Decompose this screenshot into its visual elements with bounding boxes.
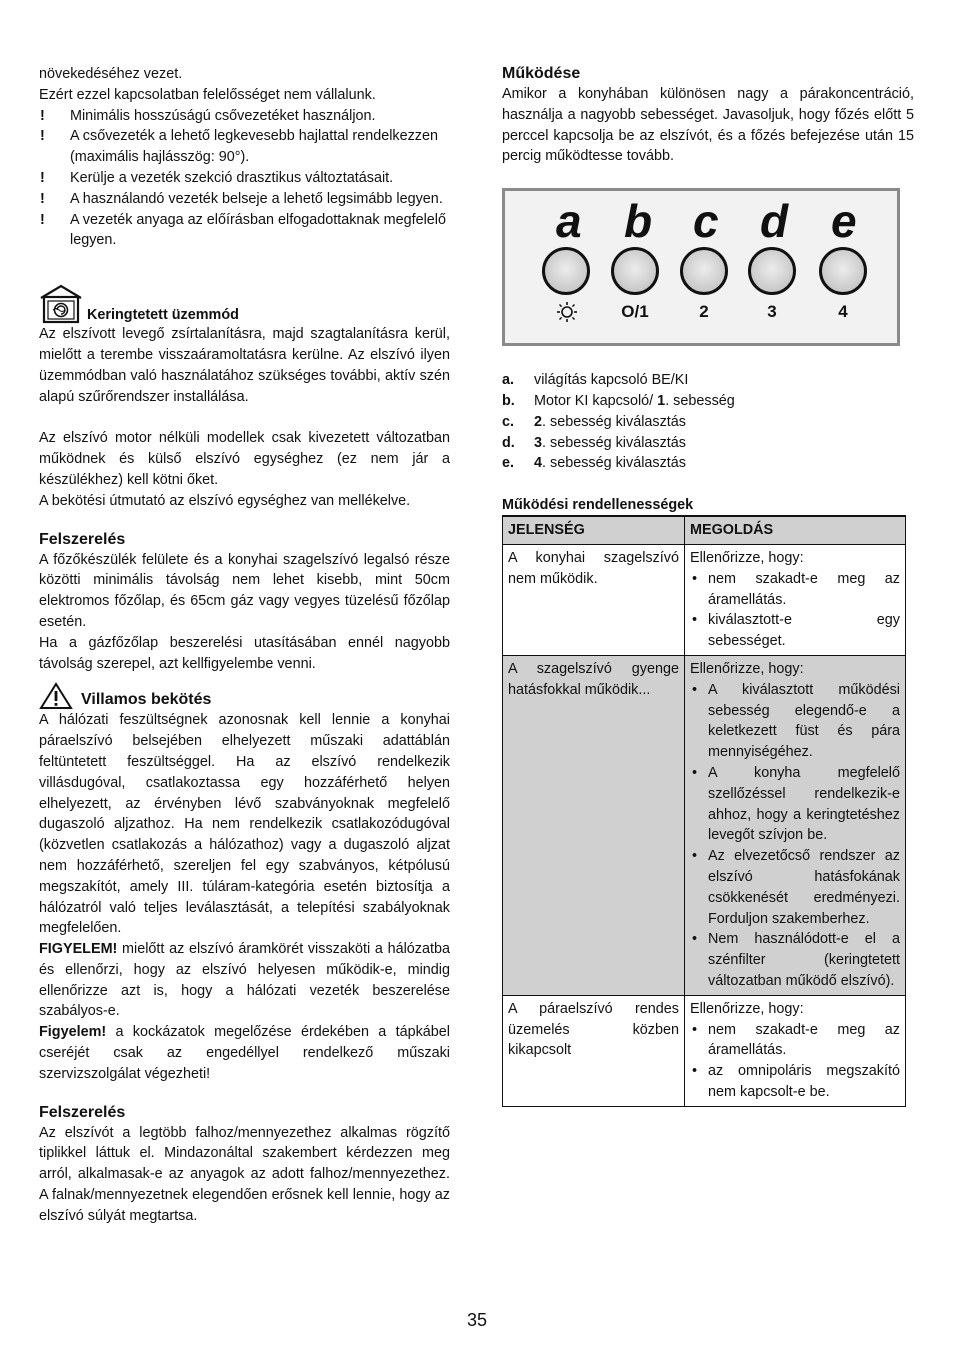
control-panel bbox=[502, 188, 900, 346]
knob-label: 2 bbox=[699, 302, 709, 322]
knob-label: 3 bbox=[767, 302, 777, 322]
legend-text-bold: 1 bbox=[657, 392, 666, 409]
symptom-cell: A szagelszívó gyenge hatásfokkal működik... bbox=[503, 655, 685, 995]
legend-text-pre: Motor KI kapcsoló/ bbox=[534, 392, 658, 409]
recirc-para: Az elszívott levegő zsírtalanításra, majd szagtalanításra kerül, mielőtt a terembe visszaáramoltatásra kerülne. Az elszívó ilyen üzemmódban való használatához szükséges további, aktív szén alapú szűrőrendszer installálása. bbox=[39, 326, 450, 405]
solution-item bbox=[690, 1061, 900, 1103]
operation-para: Amikor a konyhában különösen nagy a párakoncentráció, használja a nagyobb sebességet. Javasoljuk, hogy főzés előtt 5 perccel kapcsolja be az elszívót, és a főzés befejezése után 15 percig működtesse tovább. bbox=[502, 86, 914, 165]
electric-title: Villamos bekötés bbox=[81, 691, 212, 709]
legend-item bbox=[502, 412, 914, 433]
bullet: • bbox=[692, 931, 698, 948]
bang-item-text: A csővezeték a lehető legkevesebb hajlattal rendelkezzen (maximális hajlásszög: 90°). bbox=[70, 128, 439, 166]
panel-letter: b bbox=[624, 195, 653, 248]
legend-text-bold: 3 bbox=[534, 434, 543, 451]
legend-key: a. bbox=[502, 372, 515, 389]
solution-item-text: A konyha megfelelő szellőzéssel rendelkezik-e ahhoz, hogy a keringtetéshez levegőt szívjon be. bbox=[708, 764, 900, 844]
table-row bbox=[503, 995, 906, 1106]
solution-cell bbox=[685, 544, 906, 655]
solution-cell bbox=[685, 655, 906, 995]
house-filter-icon bbox=[39, 284, 83, 324]
warning-label: Figyelem! bbox=[39, 1024, 107, 1041]
electric-warning bbox=[39, 1022, 450, 1084]
right-column bbox=[502, 64, 914, 1107]
column-header: JELENSÉG bbox=[503, 516, 685, 544]
bullet: • bbox=[692, 1063, 698, 1080]
bullet: • bbox=[692, 848, 698, 865]
legend-text bbox=[534, 370, 688, 391]
warning-label: FIGYELEM! bbox=[39, 941, 118, 958]
legend-key: b. bbox=[502, 392, 515, 409]
recirc-heading bbox=[39, 284, 450, 324]
bang-item-text: Minimális hosszúságú csővezetéket használjon. bbox=[70, 107, 376, 124]
exclamation-mark: ! bbox=[40, 190, 45, 207]
solution-item bbox=[690, 569, 900, 611]
speed-4-knob[interactable] bbox=[819, 247, 867, 295]
bang-item bbox=[39, 126, 450, 168]
recirc-title: Keringtetett üzemmód bbox=[87, 307, 239, 324]
panel-letter: d bbox=[760, 195, 789, 248]
solution-item bbox=[690, 929, 900, 991]
left-column bbox=[39, 64, 450, 1227]
legend-item bbox=[502, 453, 914, 474]
solution-item bbox=[690, 610, 900, 652]
bang-item bbox=[39, 189, 450, 210]
intro-line: növekedéséhez vezet. bbox=[39, 66, 183, 82]
install-title: Felszerelés bbox=[39, 530, 126, 548]
panel-letter: c bbox=[693, 195, 719, 248]
knob-label: O/1 bbox=[621, 302, 649, 322]
exclamation-mark: ! bbox=[40, 128, 45, 145]
bullet: • bbox=[692, 612, 698, 629]
bullet: • bbox=[692, 681, 698, 698]
legend-text bbox=[534, 412, 686, 433]
panel-letter: e bbox=[831, 195, 857, 248]
bullet: • bbox=[692, 570, 698, 587]
legend-item bbox=[502, 370, 914, 391]
symptom-cell: A konyhai szagelszívó nem működik. bbox=[503, 544, 685, 655]
recirc-para: Az elszívó motor nélküli modellek csak kivezetett változatban működnek és külső elszívó egységhez (ez nem jár a készülékhez) kell kötni őket. bbox=[39, 430, 450, 488]
motor-knob[interactable] bbox=[611, 247, 659, 295]
bullet: • bbox=[692, 1021, 698, 1038]
solution-lead: Ellenőrizze, hogy: bbox=[690, 1000, 804, 1017]
light-bulb-icon bbox=[556, 301, 578, 323]
table-row bbox=[503, 544, 906, 655]
solution-item-text: az omnipoláris megszakító nem kapcsolt-e be. bbox=[708, 1063, 900, 1100]
solution-item-text: nem szakadt-e meg az áramellátás. bbox=[708, 1021, 900, 1059]
solution-item-text: nem szakadt-e meg az áramellátás. bbox=[708, 570, 900, 608]
solution-item bbox=[690, 763, 900, 846]
solution-lead: Ellenőrizze, hogy: bbox=[690, 660, 804, 677]
legend-item bbox=[502, 433, 914, 454]
install-para: Az elszívót a legtöbb falhoz/mennyezethez alkalmas rögzítő tiplikkel láttuk el. Mindazonáltal szakembert kérdezzen meg arról, alkalmasak-e az anyagok az adott falhoz/mennyezethez. A falnak/mennyezetnek elegendően erősnek kell lennie, hogy az elszívó súlyát megtartsa. bbox=[39, 1124, 450, 1224]
legend-item bbox=[502, 391, 914, 412]
install-para: Ha a gázfőzőlap beszerelési utasításában ennél nagyobb távolság szerepel, azt kellfigyelembe venni. bbox=[39, 634, 450, 672]
table-header-row bbox=[503, 516, 906, 544]
intro-line: Ezért ezzel kapcsolatban felelősséget nem vállalunk. bbox=[39, 86, 376, 103]
knob-label: 4 bbox=[838, 302, 848, 322]
solution-item-text: A kiválasztott működési sebesség elegendő-e a keletkezett füst és pára mennyiségéhez. bbox=[708, 681, 900, 761]
column-header: MEGOLDÁS bbox=[685, 516, 906, 544]
bang-item-text: Kerülje a vezeték szekció drasztikus változtatásait. bbox=[70, 169, 394, 186]
bullet: • bbox=[692, 764, 698, 781]
legend-text-pre: világítás kapcsoló BE/KI bbox=[534, 372, 689, 389]
speed-3-knob[interactable] bbox=[748, 247, 796, 295]
panel-legend bbox=[502, 370, 914, 474]
table-row bbox=[503, 655, 906, 995]
warning-text: a kockázatok megelőzése érdekében a tápkábel cseréjét csak az engedéllyel rendelkező műszaki szervizszolgálat végezheti! bbox=[39, 1024, 450, 1082]
exclamation-mark: ! bbox=[40, 107, 45, 124]
light-knob[interactable] bbox=[542, 247, 590, 295]
bang-item-text: A használandó vezeték belseje a lehető legsimább legyen. bbox=[70, 190, 443, 207]
legend-key: d. bbox=[502, 434, 515, 451]
exclamation-mark: ! bbox=[40, 211, 45, 228]
electric-para: A hálózati feszültségnek azonosnak kell lennie a konyhai páraelszívó belsejében elhelyezett műszaki adattáblán feltüntetett feszültséggel. Ha az elszívó rendelkezik villásdugóval, csatlakoztassa egy hozzáférhető helyen elhelyezett, az érvényben lévő szabványoknak megfelelő dugaszoló aljzathoz. Ha nem rendelkezik csatlakozódugóval (közvetlen csatlakozás a hálózathoz) vagy a dugaszoló aljzat nem hozzáférhető, szereljen fel egy szabványos, kétpólusú megszakítót, amely III. túláram-kategória esetén biztosítja a hálózatról való teljes leválasztását, a telepítési szabályoknak megfelelően. bbox=[39, 712, 450, 937]
troubleshoot-title: Működési rendellenességek bbox=[502, 497, 694, 514]
legend-text-post: . sebesség kiválasztás bbox=[542, 434, 686, 451]
symptom-cell: A páraelszívó rendes üzemelés közben kikapcsolt bbox=[503, 995, 685, 1106]
solution-item-text: Nem használódott-e el a szénfilter (keringtetett változatban működő elszívó). bbox=[708, 931, 900, 989]
install-para: A főzőkészülék felülete és a konyhai szagelszívó legalsó része közötti minimális távolság nem lehet kisebb, mint 50cm elektromos főzőlap, és 65cm gáz vagy vegyes tüzelésű főzőlap esetén. bbox=[39, 551, 450, 630]
legend-text-bold: 2 bbox=[534, 413, 543, 430]
legend-text-post: . sebesség kiválasztás bbox=[542, 455, 686, 472]
solution-item bbox=[690, 1020, 900, 1062]
recirc-para: A bekötési útmutató az elszívó egységhez van mellékelve. bbox=[39, 492, 411, 509]
electric-heading bbox=[39, 682, 450, 710]
solution-lead: Ellenőrizze, hogy: bbox=[690, 549, 804, 566]
legend-key: c. bbox=[502, 413, 515, 430]
legend-key: e. bbox=[502, 455, 515, 472]
install-title: Felszerelés bbox=[39, 1103, 126, 1121]
exclamation-mark: ! bbox=[40, 169, 45, 186]
legend-text-post: . sebesség kiválasztás bbox=[542, 413, 686, 430]
legend-text-bold: 4 bbox=[534, 455, 543, 472]
legend-text bbox=[534, 391, 735, 412]
solution-item bbox=[690, 680, 900, 763]
speed-2-knob[interactable] bbox=[680, 247, 728, 295]
solution-item-text: Az elvezetőcső rendszer az elszívó hatásfokának csökkenését eredményezi. Forduljon szakemberhez. bbox=[708, 848, 900, 927]
warning-text: mielőtt az elszívó áramkörét visszaköti a hálózatba és ellenőrzi, hogy az elszívó helyesen működik-e, mindig ellenőrizze azt is, hogy a hálózati vezeték beszerelése szabályos-e. bbox=[39, 941, 450, 1020]
panel-letter: a bbox=[556, 195, 582, 248]
electric-warning bbox=[39, 939, 450, 1022]
troubleshoot-table bbox=[502, 515, 906, 1107]
bang-item bbox=[39, 168, 450, 189]
bang-item bbox=[39, 106, 450, 127]
solution-item-text: kiválasztott-e egy sebességet. bbox=[708, 612, 900, 650]
legend-text bbox=[534, 433, 686, 454]
legend-text bbox=[534, 453, 686, 474]
bang-item-text: A vezeték anyaga az előírásban elfogadottaknak megfelelő legyen. bbox=[70, 211, 447, 249]
solution-cell bbox=[685, 995, 906, 1106]
legend-text-post: . sebesség bbox=[665, 392, 735, 409]
page-number: 35 bbox=[466, 1310, 488, 1330]
warning-icon bbox=[39, 682, 73, 710]
solution-item bbox=[690, 846, 900, 929]
operation-title: Működése bbox=[502, 65, 581, 82]
bang-item bbox=[39, 210, 450, 252]
